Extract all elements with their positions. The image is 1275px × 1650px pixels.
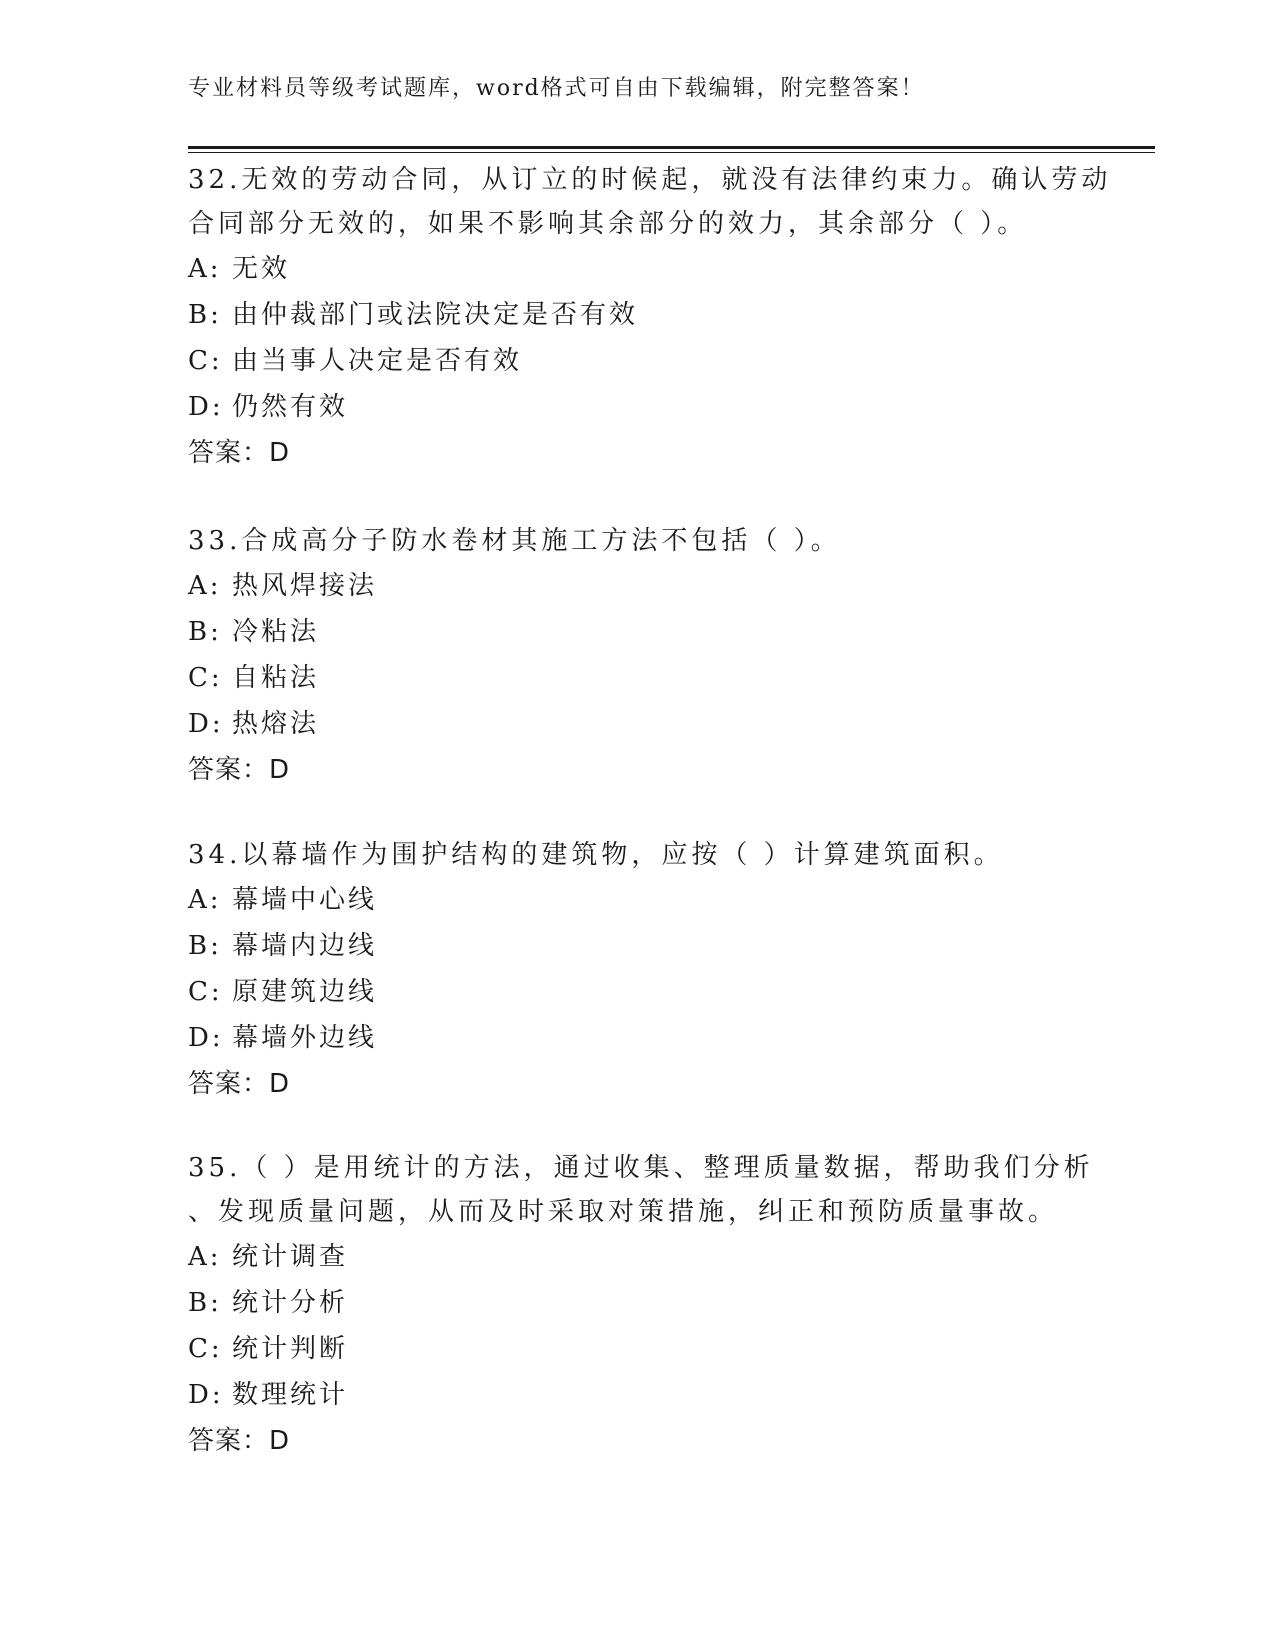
question-stem-line: 34.以幕墙作为围护结构的建筑物，应按（ ）计算建筑面积。 xyxy=(188,840,1004,870)
question-stem-line: 35.（ ）是用统计的方法，通过收集、整理质量数据，帮助我们分析 xyxy=(188,1153,1094,1183)
option-text: 幕墙中心线 xyxy=(232,885,378,915)
option-letter: A: xyxy=(188,885,222,915)
header-rule-thin xyxy=(188,152,1155,153)
option-text: 幕墙外边线 xyxy=(232,1023,378,1053)
answer-label: 答案：D xyxy=(188,755,291,785)
option-b xyxy=(188,923,1088,969)
option-text: 由当事人决定是否有效 xyxy=(232,346,523,376)
option-letter: D: xyxy=(188,392,224,422)
option-letter: C: xyxy=(188,346,223,376)
answer-label: 答案：D xyxy=(188,438,291,468)
answer-label: 答案：D xyxy=(188,1426,291,1456)
question-33 xyxy=(188,519,1088,793)
question-34 xyxy=(188,833,1088,1107)
option-a xyxy=(188,246,1088,292)
option-letter: B: xyxy=(188,300,222,330)
option-letter: B: xyxy=(188,931,222,961)
option-letter: C: xyxy=(188,663,223,693)
option-c xyxy=(188,338,1088,384)
question-stem-line: 32.无效的劳动合同，从订立的时候起，就没有法律约束力。确认劳动 xyxy=(188,165,1112,195)
option-letter: B: xyxy=(188,617,222,647)
option-b xyxy=(188,1280,1088,1326)
option-b xyxy=(188,292,1088,338)
option-a xyxy=(188,563,1088,609)
option-text: 无效 xyxy=(232,254,291,284)
option-text: 热风焊接法 xyxy=(232,571,378,601)
option-text: 由仲裁部门或法院决定是否有效 xyxy=(232,300,639,330)
option-d xyxy=(188,1372,1088,1418)
option-letter: A: xyxy=(188,571,222,601)
option-letter: D: xyxy=(188,1380,224,1410)
option-text: 原建筑边线 xyxy=(232,977,378,1007)
option-text: 数理统计 xyxy=(232,1380,349,1410)
question-stem-line: 33.合成高分子防水卷材其施工方法不包括（ ）。 xyxy=(188,526,841,556)
option-letter: D: xyxy=(188,709,224,739)
option-text: 热熔法 xyxy=(232,709,320,739)
question-35 xyxy=(188,1146,1094,1464)
answer-label: 答案：D xyxy=(188,1069,291,1099)
option-letter: A: xyxy=(188,254,222,284)
option-text: 统计分析 xyxy=(232,1288,349,1318)
option-d xyxy=(188,701,1088,747)
option-a xyxy=(188,877,1088,923)
option-a xyxy=(188,1234,1088,1280)
option-c xyxy=(188,1326,1088,1372)
option-d xyxy=(188,1015,1088,1061)
option-letter: B: xyxy=(188,1288,222,1318)
header-rule-thick xyxy=(188,146,1155,149)
option-b xyxy=(188,609,1088,655)
page-header: 专业材料员等级考试题库，word格式可自由下载编辑，附完整答案！ xyxy=(188,76,925,101)
option-letter: A: xyxy=(188,1242,222,1272)
option-text: 统计判断 xyxy=(232,1334,349,1364)
option-c xyxy=(188,655,1088,701)
option-text: 冷粘法 xyxy=(232,617,320,647)
question-stem-line: 合同部分无效的，如果不影响其余部分的效力，其余部分（ ）。 xyxy=(188,209,1028,239)
option-text: 仍然有效 xyxy=(232,392,349,422)
option-letter: C: xyxy=(188,977,223,1007)
option-letter: D: xyxy=(188,1023,224,1053)
option-d xyxy=(188,384,1088,430)
option-letter: C: xyxy=(188,1334,223,1364)
option-c xyxy=(188,969,1088,1015)
option-text: 幕墙内边线 xyxy=(232,931,378,961)
option-text: 自粘法 xyxy=(232,663,320,693)
question-stem-line: 、发现质量问题，从而及时采取对策措施，纠正和预防质量事故。 xyxy=(188,1197,1059,1227)
option-text: 统计调查 xyxy=(232,1242,349,1272)
question-32 xyxy=(188,158,1112,476)
